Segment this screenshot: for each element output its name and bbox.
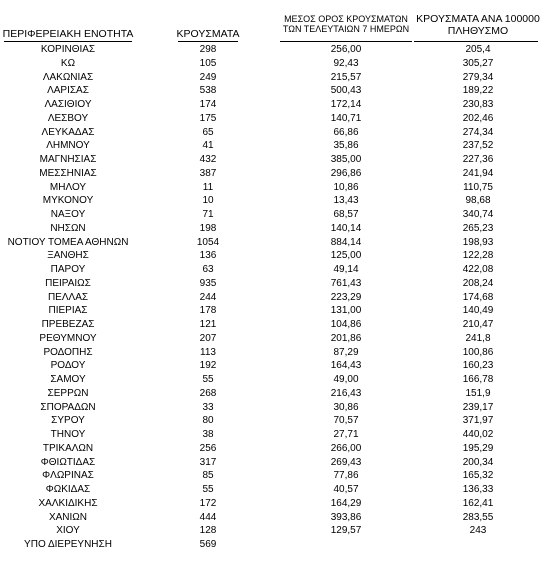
cases-cell: 172 <box>199 497 217 509</box>
cases-cell: 105 <box>199 57 217 69</box>
header-underline <box>414 41 538 42</box>
avg-cell: 30,86 <box>333 401 359 413</box>
cases-cell: 80 <box>202 415 214 427</box>
cases-cell: 569 <box>199 539 217 550</box>
header-avg-line1: ΜΕΣΟΣ ΟΡΟΣ ΚΡΟΥΣΜΑΤΩΝ <box>284 14 408 24</box>
avg-cell: 172,14 <box>330 99 362 110</box>
per100k-cell: 122,28 <box>462 250 494 262</box>
per100k-cell: 208,24 <box>462 277 494 289</box>
table-row <box>0 359 542 373</box>
cases-cell: 538 <box>199 85 217 97</box>
per100k-cell: 110,75 <box>463 181 493 193</box>
region-cell: ΝΑΞΟΥ <box>50 209 86 220</box>
per100k-cell: 241,8 <box>465 332 491 344</box>
region-cell: ΠΕΙΡΑΙΩΣ <box>45 277 91 289</box>
per100k-cell: 371,97 <box>462 415 494 427</box>
table-row <box>0 524 542 538</box>
region-cell: ΣΠΟΡΑΔΩΝ <box>40 401 96 413</box>
table-row <box>0 139 542 153</box>
avg-cell: 131,00 <box>330 305 362 317</box>
cases-cell: 10 <box>202 195 214 207</box>
avg-cell: 216,43 <box>330 387 362 399</box>
header-region: ΠΕΡΙΦΕΡΕΙΑΚΗ ΕΝΟΤΗΤΑ <box>2 28 134 40</box>
per100k-cell: 440,02 <box>462 429 494 440</box>
table-row <box>0 291 542 305</box>
header-per100k-line2: ΠΛΗΘΥΣΜΟ <box>447 24 509 37</box>
per100k-cell: 340,74 <box>462 209 494 220</box>
cases-cell: 11 <box>202 181 214 193</box>
cases-cell: 33 <box>202 401 214 413</box>
avg-cell: 215,57 <box>330 71 362 83</box>
per100k-cell: 200,34 <box>462 456 494 468</box>
avg-cell: 393,86 <box>330 511 362 523</box>
avg-cell: 256,00 <box>330 44 362 55</box>
cases-cell: 298 <box>199 44 217 55</box>
avg-cell: 77,86 <box>333 470 359 482</box>
per100k-cell: 265,23 <box>462 222 494 234</box>
per100k-cell: 230,83 <box>462 99 494 110</box>
table-row <box>0 304 542 318</box>
per100k-cell: 205,4 <box>465 44 491 55</box>
per100k-cell: 241,94 <box>462 167 494 179</box>
cases-cell: 174 <box>199 99 217 110</box>
table-row <box>0 456 542 470</box>
avg-cell: 201,86 <box>330 332 362 344</box>
avg-cell: 10,86 <box>333 181 359 193</box>
cases-cell: 256 <box>199 442 217 454</box>
table-row <box>0 153 542 167</box>
cases-cell: 178 <box>199 305 217 317</box>
table-row <box>0 98 542 112</box>
region-cell: ΠΑΡΟΥ <box>50 264 86 275</box>
avg-cell: 296,86 <box>330 167 362 179</box>
per100k-cell: 100,86 <box>462 346 494 358</box>
region-cell: ΜΕΣΣΗΝΙΑΣ <box>39 167 97 179</box>
avg-cell: 164,43 <box>330 360 362 372</box>
cases-cell: 192 <box>199 360 217 372</box>
cases-cell: 249 <box>199 71 217 83</box>
avg-cell: 164,29 <box>330 497 362 509</box>
cases-cell: 113 <box>200 346 216 358</box>
avg-cell: 27,71 <box>333 429 359 440</box>
avg-cell: 129,57 <box>330 525 362 537</box>
table-row <box>0 373 542 387</box>
avg-cell: 40,57 <box>333 484 359 495</box>
avg-cell: 385,00 <box>330 154 362 165</box>
table-row <box>0 483 542 497</box>
table-row <box>0 126 542 140</box>
table-row <box>0 236 542 250</box>
region-cell: ΝΟΤΙΟΥ ΤΟΜΕΑ ΑΘΗΝΩΝ <box>7 236 129 248</box>
avg-cell: 761,43 <box>330 277 362 289</box>
per100k-cell: 239,17 <box>462 401 494 413</box>
table-row <box>0 84 542 98</box>
table-row <box>0 401 542 415</box>
region-cell: ΧΑΝΙΩΝ <box>48 511 88 523</box>
per100k-cell: 227,36 <box>462 154 494 165</box>
table-row <box>0 469 542 483</box>
region-cell: ΥΠΟ ΔΙΕΡΕΥΝΗΣΗ <box>24 539 112 550</box>
table-row <box>0 208 542 222</box>
region-cell: ΣΥΡΟΥ <box>51 415 85 427</box>
cases-cell: 1054 <box>196 236 220 248</box>
per100k-cell: 198,93 <box>462 236 494 248</box>
table-row <box>0 263 542 277</box>
table-row <box>0 249 542 263</box>
header-underline <box>178 41 238 42</box>
region-cell: ΛΕΣΒΟΥ <box>47 112 89 124</box>
region-cell: ΤΡΙΚΑΛΩΝ <box>42 442 94 454</box>
per100k-cell: 160,23 <box>462 360 494 372</box>
per100k-cell: 422,08 <box>462 264 494 275</box>
region-cell: ΣΕΡΡΩΝ <box>47 387 89 399</box>
table-row <box>0 442 542 456</box>
avg-cell: 269,43 <box>330 456 362 468</box>
region-cell: ΠΡΕΒΕΖΑΣ <box>41 319 95 330</box>
region-cell: ΤΗΝΟΥ <box>50 429 86 440</box>
table-row <box>0 414 542 428</box>
region-cell: ΠΙΕΡΙΑΣ <box>48 305 88 317</box>
region-cell: ΡΟΔΟΥ <box>50 360 86 372</box>
avg-cell: 49,00 <box>333 374 359 385</box>
table-row <box>0 277 542 291</box>
region-cell: ΣΑΜΟΥ <box>50 374 86 385</box>
per100k-cell: 166,78 <box>462 374 494 385</box>
cases-cell: 444 <box>199 511 217 523</box>
per100k-cell: 210,47 <box>462 319 494 330</box>
cases-cell: 55 <box>202 484 214 495</box>
cases-cell: 935 <box>199 277 217 289</box>
cases-cell: 432 <box>199 154 217 165</box>
cases-cell: 207 <box>199 332 217 344</box>
table-row <box>0 112 542 126</box>
cases-cell: 317 <box>199 456 217 468</box>
cases-cell: 38 <box>202 429 214 440</box>
table-row <box>0 346 542 360</box>
avg-cell: 68,57 <box>333 209 359 220</box>
cases-cell: 63 <box>202 264 214 275</box>
region-cell: ΜΑΓΝΗΣΙΑΣ <box>39 154 97 165</box>
per100k-cell: 98,68 <box>465 195 491 207</box>
cases-cell: 65 <box>202 126 214 138</box>
per100k-cell: 165,32 <box>462 470 494 482</box>
table-row <box>0 538 542 552</box>
region-cell: ΝΗΣΩΝ <box>50 222 86 234</box>
avg-cell: 35,86 <box>333 140 359 152</box>
avg-cell: 884,14 <box>330 236 362 248</box>
cases-cell: 128 <box>199 525 217 537</box>
table-row <box>0 194 542 208</box>
avg-cell: 13,43 <box>333 195 359 207</box>
region-cell: ΚΟΡΙΝΘΙΑΣ <box>40 44 96 55</box>
avg-cell: 66,86 <box>333 126 359 138</box>
region-cell: ΧΙΟΥ <box>56 525 80 537</box>
cases-cell: 55 <box>202 374 214 385</box>
per100k-cell: 202,46 <box>462 112 494 124</box>
table-row <box>0 57 542 71</box>
avg-cell: 125,00 <box>330 250 362 262</box>
region-cell: ΦΩΚΙΔΑΣ <box>45 484 91 495</box>
avg-cell: 140,14 <box>330 222 362 234</box>
region-cell: ΜΗΛΟΥ <box>49 181 87 193</box>
table-row <box>0 71 542 85</box>
per100k-cell: 243 <box>469 525 487 537</box>
region-cell: ΠΕΛΛΑΣ <box>47 291 89 303</box>
avg-cell: 500,43 <box>330 85 362 97</box>
region-cell: ΜΥΚΟΝΟΥ <box>42 195 94 207</box>
per100k-cell: 136,33 <box>462 484 494 495</box>
per100k-cell: 189,22 <box>462 85 494 97</box>
region-cell: ΦΘΙΩΤΙΔΑΣ <box>40 456 96 468</box>
table-row <box>0 318 542 332</box>
region-cell: ΛΑΡΙΣΑΣ <box>47 85 89 97</box>
per100k-cell: 151,9 <box>465 387 491 399</box>
cases-cell: 41 <box>202 140 214 152</box>
avg-cell: 70,57 <box>333 415 359 427</box>
cases-cell: 121 <box>199 319 217 330</box>
table-row <box>0 387 542 401</box>
per100k-cell: 140,49 <box>462 305 494 317</box>
cases-cell: 268 <box>199 387 217 399</box>
region-cell: ΛΗΜΝΟΥ <box>46 140 90 152</box>
header-underline <box>280 41 412 42</box>
region-cell: ΞΑΝΘΗΣ <box>47 250 89 262</box>
region-cell: ΛΑΚΩΝΙΑΣ <box>42 71 94 83</box>
header-per100k <box>414 14 542 37</box>
avg-cell: 140,71 <box>330 112 362 124</box>
per100k-cell: 283,55 <box>462 511 494 523</box>
table-row <box>0 167 542 181</box>
avg-cell: 49,14 <box>333 264 359 275</box>
table-row <box>0 43 542 57</box>
per100k-cell: 237,52 <box>462 140 494 152</box>
region-cell: ΧΑΛΚΙΔΙΚΗΣ <box>38 497 98 509</box>
table-row <box>0 511 542 525</box>
region-cell: ΡΕΘΥΜΝΟΥ <box>39 332 97 344</box>
cases-cell: 198 <box>199 222 217 234</box>
per100k-cell: 174,68 <box>462 291 494 303</box>
per100k-cell: 195,29 <box>462 442 494 454</box>
header-cases: ΚΡΟΥΣΜΑΤΑ <box>176 28 240 40</box>
avg-cell: 266,00 <box>330 442 362 454</box>
avg-cell: 87,29 <box>333 346 359 358</box>
cases-cell: 71 <box>202 209 214 220</box>
region-cell: ΚΩ <box>60 57 76 69</box>
header-avg-line2: ΤΩΝ ΤΕΛΕΥΤΑΙΩΝ 7 ΗΜΕΡΩΝ <box>282 23 410 34</box>
region-cell: ΦΛΩΡΙΝΑΣ <box>42 470 94 482</box>
region-cell: ΛΕΥΚΑΔΑΣ <box>41 126 95 138</box>
per100k-cell: 279,34 <box>462 71 494 83</box>
avg-cell: 104,86 <box>330 319 362 330</box>
avg-cell: 223,29 <box>330 291 362 303</box>
avg-cell: 92,43 <box>333 57 359 69</box>
cases-cell: 244 <box>199 291 217 303</box>
per100k-cell: 305,27 <box>462 57 494 69</box>
table-row <box>0 222 542 236</box>
cases-cell: 85 <box>202 470 214 482</box>
cases-cell: 136 <box>199 250 217 262</box>
header-per100k-line1: ΚΡΟΥΣΜΑΤΑ ΑΝΑ 100000 <box>416 13 540 25</box>
header-avg <box>276 15 416 35</box>
region-cell: ΛΑΣΙΘΙΟΥ <box>44 99 92 110</box>
region-cell: ΡΟΔΟΠΗΣ <box>43 346 93 358</box>
cases-cell: 387 <box>199 167 217 179</box>
table-row <box>0 181 542 195</box>
cases-cell: 175 <box>199 112 217 124</box>
table-row <box>0 332 542 346</box>
table-row <box>0 497 542 511</box>
table-row <box>0 428 542 442</box>
per100k-cell: 274,34 <box>462 126 494 138</box>
header-underline <box>4 41 132 42</box>
per100k-cell: 162,41 <box>462 497 494 509</box>
